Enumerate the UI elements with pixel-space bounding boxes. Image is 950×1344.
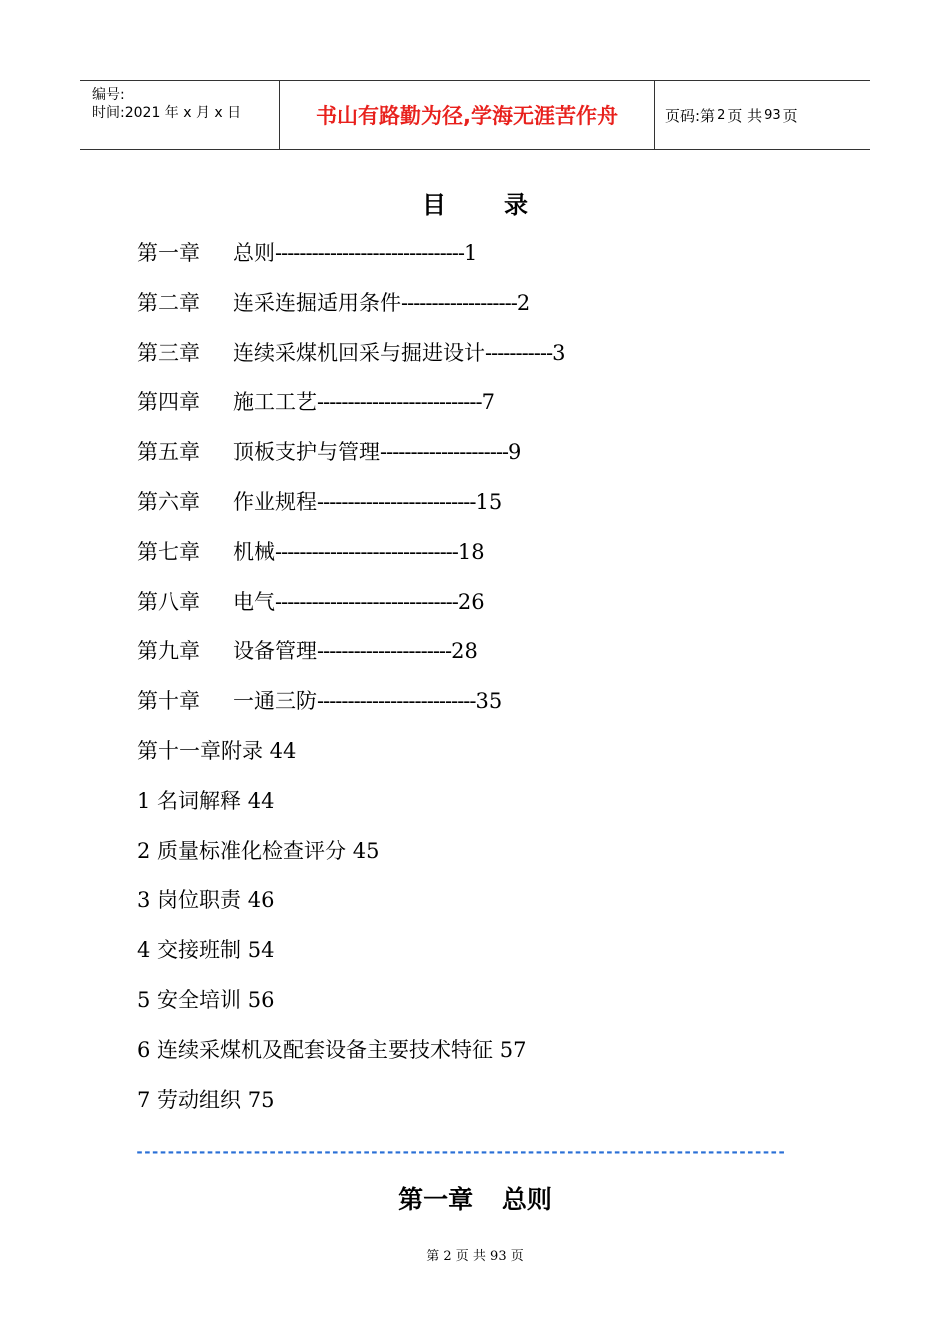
toc-title-text: 电气 bbox=[233, 589, 275, 614]
toc-chapter: 第二章 bbox=[137, 290, 200, 315]
toc-title-text: 顶板支护与管理 bbox=[233, 440, 380, 465]
toc-row[interactable] bbox=[137, 434, 697, 484]
toc-page: 35 bbox=[475, 689, 503, 714]
page-prefix: 页码:第 bbox=[665, 106, 716, 125]
toc-title-text: 设备管理 bbox=[233, 639, 317, 664]
toc-row[interactable] bbox=[137, 335, 697, 385]
appendix-row[interactable]: 6 连续采煤机及配套设备主要技术特征 57 bbox=[137, 1037, 527, 1062]
toc-leader: ------------------------------ bbox=[275, 539, 458, 564]
toc-row[interactable] bbox=[137, 534, 697, 584]
toc-row[interactable] bbox=[137, 235, 697, 285]
toc-chapter: 第八章 bbox=[137, 589, 200, 614]
page-mid: 页 共 bbox=[727, 106, 763, 125]
appendix-row[interactable]: 第十一章附录 44 bbox=[137, 738, 297, 763]
toc-leader: --------------------- bbox=[380, 440, 509, 465]
header-meta bbox=[80, 81, 280, 149]
appendix-row[interactable]: 3 岗位职责 46 bbox=[137, 888, 275, 913]
chapter-heading: 第一章 总则 bbox=[398, 1185, 552, 1214]
toc-row[interactable] bbox=[137, 633, 697, 683]
toc-row[interactable] bbox=[137, 584, 697, 634]
table-of-contents bbox=[137, 235, 697, 1131]
appendix-row[interactable]: 1 名词解释 44 bbox=[137, 788, 275, 813]
toc-chapter: 第十章 bbox=[137, 689, 200, 714]
toc-page: 1 bbox=[463, 241, 478, 265]
toc-title-text: 总则 bbox=[233, 241, 275, 265]
header-page-number bbox=[655, 81, 870, 149]
toc-page: 26 bbox=[457, 589, 485, 614]
toc-row[interactable] bbox=[137, 484, 697, 534]
page-footer: 第 2 页 共 93 页 bbox=[426, 1249, 524, 1264]
toc-leader: ------------------------------ bbox=[275, 589, 458, 614]
toc-leader: -------------------------- bbox=[317, 489, 476, 514]
header-motto: 书山有路勤为径,学海无涯苦作舟 bbox=[280, 81, 655, 149]
toc-title-text: 连续采煤机回采与掘进设计 bbox=[233, 340, 485, 365]
toc-page: 7 bbox=[481, 390, 495, 415]
toc-title-text: 连采连掘适用条件 bbox=[233, 290, 401, 315]
appendix-row[interactable]: 2 质量标准化检查评分 45 bbox=[137, 838, 380, 863]
page-suffix: 页 bbox=[782, 106, 798, 125]
toc-chapter: 第六章 bbox=[137, 489, 200, 514]
toc-row[interactable] bbox=[137, 384, 697, 434]
blue-dash-separator: ----------------------------------------------------------------------------------- bbox=[135, 1143, 785, 1161]
appendix-row[interactable]: 4 交接班制 54 bbox=[137, 938, 275, 963]
time-label: 时间:2021 年 x 月 x 日 bbox=[92, 105, 242, 121]
toc-page: 3 bbox=[552, 340, 566, 365]
appendix-row[interactable]: 5 安全培训 56 bbox=[137, 987, 275, 1012]
toc-page: 28 bbox=[451, 639, 478, 664]
toc-row[interactable] bbox=[137, 285, 697, 335]
toc-title-text: 作业规程 bbox=[233, 489, 317, 514]
toc-title: 目录 bbox=[422, 191, 586, 219]
code-label: 编号: bbox=[92, 87, 125, 103]
toc-leader: --------------------------- bbox=[317, 390, 482, 415]
toc-chapter: 第七章 bbox=[137, 539, 200, 564]
toc-leader: ---------------------- bbox=[317, 639, 452, 664]
page-num: 2 bbox=[717, 107, 726, 123]
toc-row[interactable] bbox=[137, 683, 697, 733]
toc-page: 9 bbox=[508, 440, 522, 465]
toc-page: 18 bbox=[457, 539, 485, 564]
appendix-row[interactable]: 7 劳动组织 75 bbox=[137, 1087, 275, 1112]
toc-chapter: 第三章 bbox=[137, 340, 200, 365]
toc-leader: ------------------- bbox=[401, 290, 517, 315]
toc-chapter: 第五章 bbox=[137, 440, 200, 465]
toc-leader: ------------------------------- bbox=[275, 241, 464, 265]
toc-leader: -------------------------- bbox=[317, 689, 476, 714]
toc-chapter: 第四章 bbox=[137, 390, 200, 415]
toc-page: 2 bbox=[516, 290, 531, 315]
toc-chapter: 第九章 bbox=[137, 639, 200, 664]
toc-title-text: 施工工艺 bbox=[233, 390, 317, 415]
page-total: 93 bbox=[764, 107, 781, 123]
toc-page: 15 bbox=[475, 489, 503, 514]
toc-chapter: 第一章 bbox=[137, 241, 200, 265]
page-header bbox=[80, 80, 870, 150]
toc-title-text: 一通三防 bbox=[233, 689, 317, 714]
toc-leader: ----------- bbox=[485, 340, 553, 365]
toc-title-text: 机械 bbox=[233, 539, 275, 564]
